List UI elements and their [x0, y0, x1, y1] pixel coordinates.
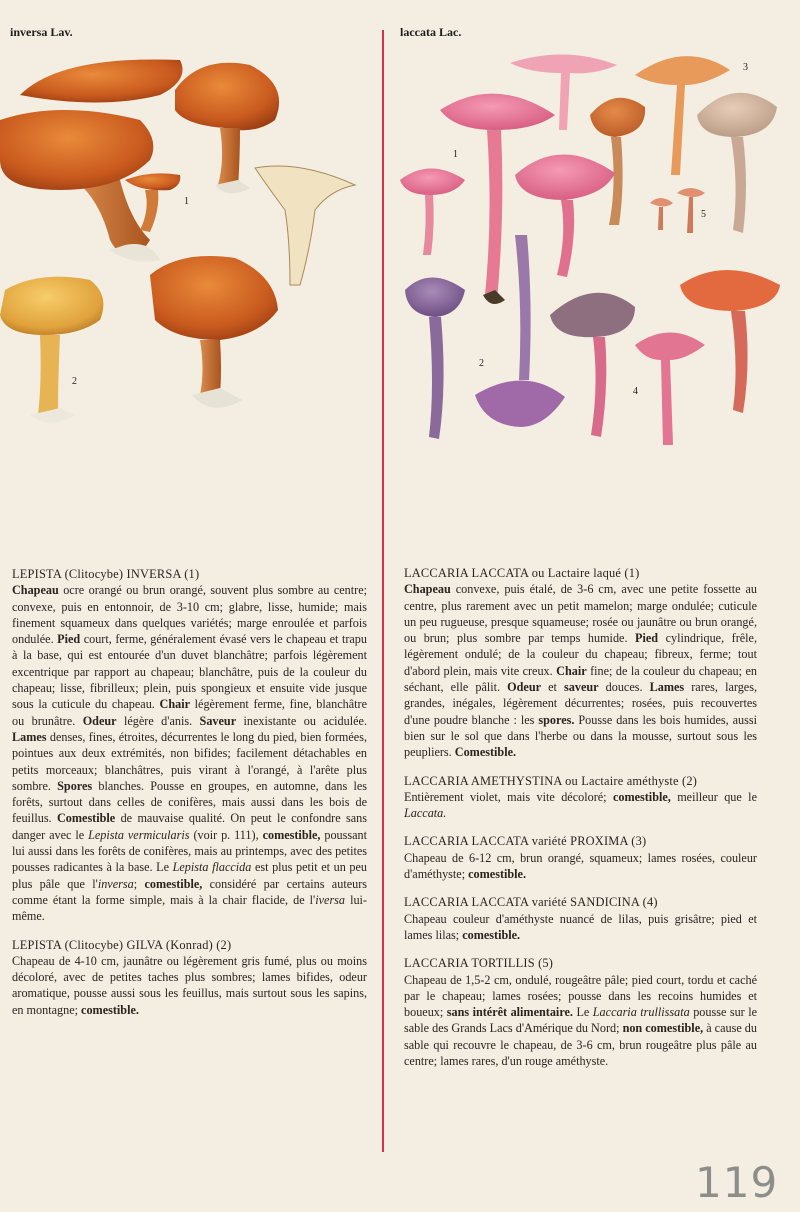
- entry-description: Chapeau de 1,5-2 cm, ondulé, rougeâtre pâle; pied court, tordu et caché par le chapeau; lames rosées; pousse dans les recoins humides et boueux; sans intérêt alimentaire. Le Laccaria trullissata pousse sur le sable des Grands Lacs d'Amérique du Nord; non comestible, à cause du sable qui recouvre le chapeau, de 3-6 cm, brun rougeâtre plus pâle au centre; lames rares, d'un rouge améthyste.: [404, 972, 758, 1069]
- lepista-illustration: [0, 50, 370, 440]
- left-text-column: [12, 566, 367, 1030]
- entry-title: LACCARIA AMETHYSTINA ou Lactaire améthyste (2): [404, 773, 698, 788]
- entry-laccaria-proxima: [404, 833, 757, 882]
- entry-title: LACCARIA TORTILLIS (5): [404, 956, 554, 971]
- entry-description: Chapeau de 6-12 cm, brun orangé, squameux; lames rosées, couleur d'améthyste; comestible.: [404, 850, 757, 882]
- entry-laccaria-sandicina: [404, 894, 757, 943]
- running-header-left: inversa Lav.: [10, 25, 73, 39]
- right-text-column: [404, 565, 757, 1081]
- entry-laccaria-laccata: [404, 565, 757, 761]
- entry-title: LACCARIA LACCATA variété SANDICINA (4): [404, 895, 658, 910]
- running-header-right: laccata Lac.: [400, 25, 462, 39]
- page-number: 119: [695, 1158, 779, 1207]
- entry-lepista-inversa: [12, 566, 367, 925]
- plate-label-right-4: 4: [633, 386, 638, 397]
- entry-lepista-gilva: [12, 937, 367, 1018]
- entry-title: LEPISTA (Clitocybe) GILVA (Konrad) (2): [12, 937, 232, 952]
- entry-laccaria-tortillis: [404, 955, 757, 1069]
- plate-label-left-1: 1: [184, 196, 189, 207]
- entry-description: Entièrement violet, mais vite décoloré; comestible, meilleur que le Laccata.: [404, 789, 757, 821]
- entry-title: LACCARIA LACCATA variété PROXIMA (3): [404, 834, 647, 849]
- laccaria-illustration: [395, 45, 795, 455]
- plate-label-right-3: 3: [743, 62, 748, 73]
- entry-description: Chapeau de 4-10 cm, jaunâtre ou légèrement gris fumé, plus ou moins décoloré, avec de petites taches plus sombres; lames bifides, odeur aromatique, pousse aussi sous les feuillus, mais surtout sous les sapins, en montagne; comestible.: [12, 953, 367, 1017]
- entry-laccaria-amethystina: [404, 773, 757, 822]
- plate-label-right-1: 1: [453, 149, 458, 160]
- entry-description: Chapeau ocre orangé ou brun orangé, souvent plus sombre au centre; convexe, puis en entonnoir, de 3-10 cm; glabre, lisse, humide; mais finement squameux dans quelques variétés; marge enroulée et parfois ondulée. Pied court, ferme, généralement évasé vers le chapeau et trapu à la base, qui est entourée d'un duvet blanchâtre; parfois légèrement excentrique par rapport au chapeau; blanchâtre, puis de la couleur du chapeau; lisse, fibrilleux; plein, puis spongieux et ensuite vide jusque sous la cuticule du chapeau. Chair légèrement ferme, fine, blanchâtre ou brunâtre. Odeur légère d'anis. Saveur inexistante ou acidulée. Lames denses, fines, étroites, décurrentes le long du pied, bien formées, pointues aux deux extrémités, non bifides; facilement détachables en petits morceaux; blanchâtres, puis virant à l'orangé, à l'arête plus sombre. Spores blanches. Pousse en groupes, en automne, dans les forêts, surtout dans celles de conifères, mais aussi dans les bois de feuillus. Comestible de mauvaise qualité. On peut le confondre sans danger avec le Lepista vermicularis (voir p. 111), comestible, poussant lui aussi dans les forêts de conifères, mais au printemps, avec des petites pousses radicantes à la base. Le Lepista flaccida est plus petit et un peu plus pâle que l'inversa; comestible, considéré par certains auteurs comme étant la forme simple, mais à la chair flacide, de l'iversa lui-même.: [12, 583, 368, 924]
- plate-label-right-5: 5: [701, 209, 706, 220]
- plate-label-right-2: 2: [479, 358, 484, 369]
- plate-label-left-2: 2: [72, 376, 77, 387]
- entry-title: LACCARIA LACCATA ou Lactaire laqué (1): [404, 566, 640, 580]
- entry-description: Chapeau couleur d'améthyste nuancé de lilas, puis grisâtre; pied et lames lilas; comestible.: [404, 911, 757, 942]
- entry-title: LEPISTA (Clitocybe) INVERSA (1): [12, 567, 200, 581]
- entry-description: Chapeau convexe, puis étalé, de 3-6 cm, avec une petite fossette au centre, plus rarement avec un petit mamelon; marge ondulée; cuticule un peu rugueuse, presque squameuse; rosée ou jaunâtre ou brun orangé, ou brun; plus sombre par temps humide. Pied cylindrique, frêle, légèrement ondulé; de la couleur du chapeau; fibreux, ferme; tout d'abord plein, mais vite creux. Chair fine; de la couleur du chapeau; en séchant, elle pâlit. Odeur et saveur douces. Lames rares, larges, grandes, inégales, légèrement décurrentes; rosées, puis recouvertes d'une poudre blanche : les spores. Pousse dans les bois humides, aussi bien sur le sol que dans l'herbe ou dans la mousse, surtout sous les peupliers. Comestible.: [404, 582, 758, 760]
- column-divider: [382, 30, 384, 1152]
